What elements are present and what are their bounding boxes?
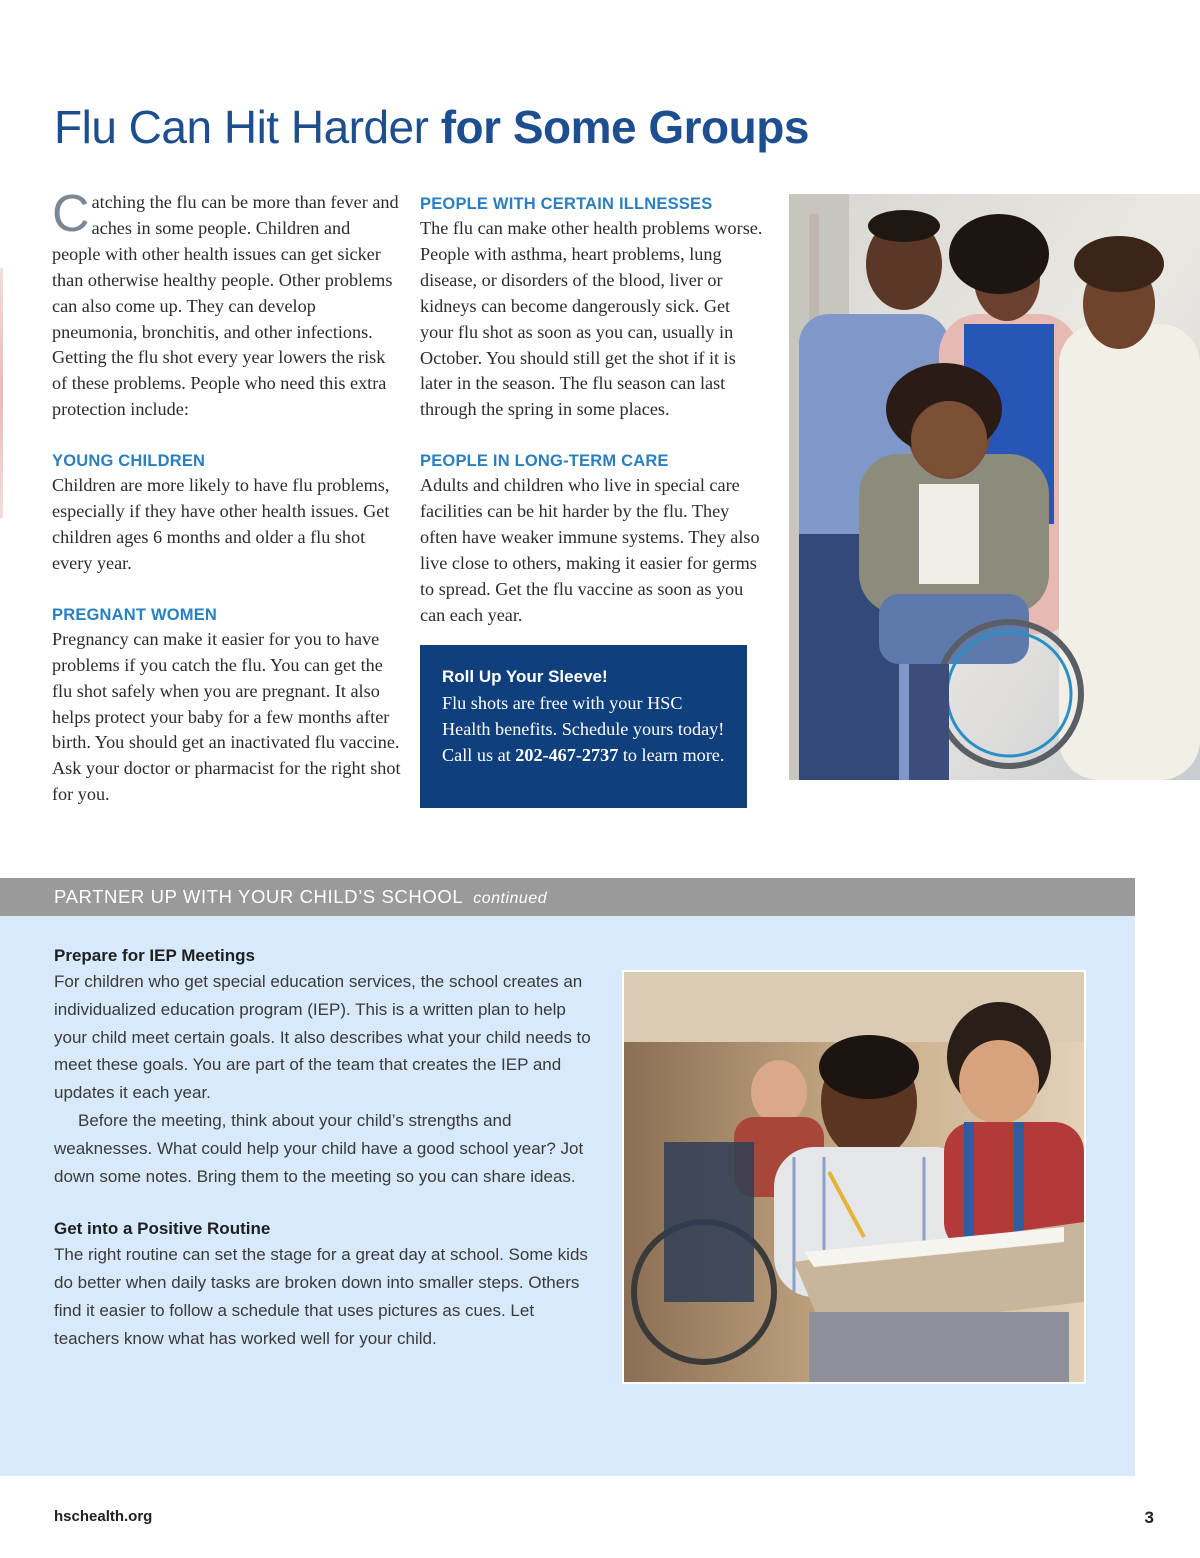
section-heading: PEOPLE WITH CERTAIN ILLNESSES	[420, 195, 713, 213]
routine-section	[54, 1217, 594, 1352]
classroom-photo-illustration	[624, 972, 1084, 1382]
family-photo-illustration	[789, 194, 1200, 780]
callout-text	[442, 690, 725, 768]
routine-paragraph: The right routine can set the stage for a great day at school. Some kids do better when daily tasks are broken down into smaller steps. Others find it easier to follow a schedule that uses pictures as cues. Let teachers know what has worked well for your child.	[54, 1245, 588, 1348]
section-text: Adults and children who live in special care facilities can be hit harder by the flu. They often have weaker immune systems. They also live close to others, making it easier for germs to spread. Get the flu vaccine as soon as you can each year.	[420, 475, 760, 625]
iep-heading: Prepare for IEP Meetings	[54, 946, 255, 965]
intro-text: atching the flu can be more than fever and aches in some people. Children and people with other health issues can get sicker than otherwise healthy people. Other problems can also come up. They can develop pneumonia, bronchitis, and other infections. Getting the flu shot every year lowers the risk of these problems. People who need this extra protection include:	[52, 192, 399, 420]
callout-text-before: Flu shots are free with your HSC Health benefits. Schedule yours today! Call us at	[442, 693, 725, 765]
routine-heading: Get into a Positive Routine	[54, 1219, 271, 1239]
band-title: PARTNER UP WITH YOUR CHILD’S SCHOOL	[54, 886, 464, 907]
callout-title: Roll Up Your Sleeve!	[442, 667, 608, 686]
intro-paragraph	[52, 185, 402, 423]
section-text: Pregnancy can make it easier for you to have problems if you catch the flu. You can get the flu shot safely when you are pregnant. It also helps protect your baby for a few months after birth. You should get an inactivated flu vaccine. Ask your doctor or pharmacist for the right shot for you.	[52, 628, 401, 805]
section-heading: YOUNG CHILDREN	[52, 452, 206, 471]
classroom-photo	[622, 970, 1086, 1384]
band-continued: continued	[473, 890, 548, 907]
section-text: Children are more likely to have flu problems, especially if they have other health issues. Get children ages 6 months and older a flu shot every year.	[52, 475, 390, 573]
section-certain-illnesses	[420, 192, 765, 423]
left-column	[52, 185, 402, 808]
section-young-children	[52, 449, 402, 577]
iep-paragraph-1: For children who get special education services, the school creates an individualized education program (IEP). This is a written plan to help your child meet certain goals. It also describes what your child needs to meet these goals. You are part of the team that creates the IEP and updates it each year.	[54, 972, 591, 1103]
section-heading: PREGNANT WOMEN	[52, 605, 218, 624]
iep-paragraph-2: Before the meeting, think about your child’s strengths and weaknesses. What could help your child have a good school year? Jot down some notes. Bring them to the meeting so you can share ideas.	[54, 1110, 584, 1186]
section-pregnant-women	[52, 603, 402, 808]
family-photo	[789, 194, 1200, 780]
middle-column	[420, 190, 765, 629]
page-number: 3	[1144, 1508, 1154, 1527]
section-text: The flu can make other health problems worse. People with asthma, heart problems, lung disease, or disorders of the blood, liver or kidneys can become dangerously sick. Get your flu shot as soon as you can, usually in October. You should still get the shot if it is later in the season. The flu season can last through the spring in some places.	[420, 218, 763, 420]
callout-phone: 202-467-2737	[515, 745, 619, 765]
section-long-term-care	[420, 449, 765, 628]
school-panel-text	[54, 944, 594, 1353]
edge-decoration	[0, 268, 3, 518]
callout-text-after: to learn more.	[618, 745, 725, 765]
dropcap: C	[52, 185, 90, 243]
section-heading: PEOPLE IN LONG-TERM CARE	[420, 452, 669, 471]
title-bold: for Some Groups	[440, 101, 809, 153]
footer-url: hschealth.org	[54, 1508, 153, 1525]
section-band	[0, 878, 1135, 916]
page-title	[54, 100, 809, 154]
title-light: Flu Can Hit Harder	[54, 101, 429, 153]
callout-box	[420, 645, 747, 808]
